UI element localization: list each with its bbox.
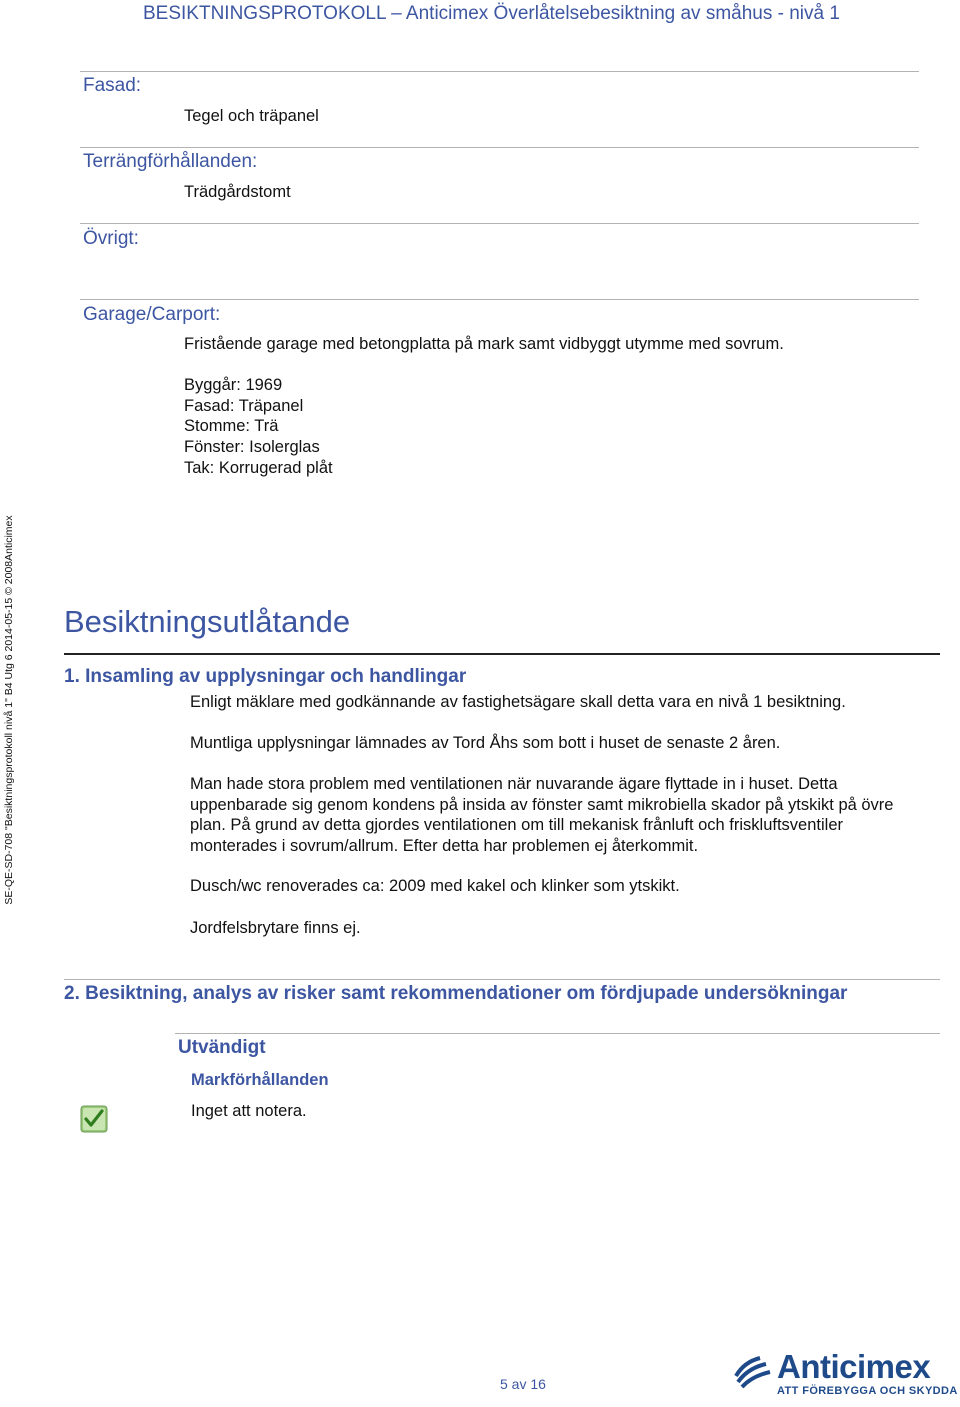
field-label-fasad: Fasad: xyxy=(83,75,142,96)
field-value-fasad: Tegel och träpanel xyxy=(184,107,319,125)
garage-detail: Tak: Korrugerad plåt xyxy=(184,459,333,477)
logo-tagline: ATT FÖREBYGGA OCH SKYDDA xyxy=(777,1385,958,1397)
divider xyxy=(80,299,919,300)
garage-detail: Stomme: Trä xyxy=(184,417,279,435)
field-value-terrang: Trädgårdstomt xyxy=(184,183,291,201)
section-title-rule xyxy=(64,653,940,655)
section1-paragraph: Enligt mäklare med godkännande av fastighetsägare skall detta vara en nivå 1 besiktning. xyxy=(190,693,846,711)
field-label-terrang: Terrängförhållanden: xyxy=(83,151,258,172)
section1-paragraph: Dusch/wc renoverades ca: 2009 med kakel och klinker som ytskikt. xyxy=(190,877,680,895)
section1-paragraph: Man hade stora problem med ventilationen när nuvarande ägare flyttade in i huset. Detta uppenbarade sig genom kondens på insida av fönster samt mikrobiella skador på ytskikt på övre plan. På grund av detta gjordes ventilationen om till mekanisk frånluft och friskluftsventiler monterades i sovrum/allrum. Efter detta har problemen ej återkommit. xyxy=(190,775,894,855)
garage-detail: Byggår: 1969 xyxy=(184,376,283,394)
divider xyxy=(175,1033,940,1034)
anticimex-logo-icon xyxy=(730,1348,774,1392)
logo-name: Anticimex xyxy=(777,1348,931,1385)
divider xyxy=(64,979,940,980)
divider xyxy=(80,71,919,72)
field-label-ovrigt: Övrigt: xyxy=(83,228,139,249)
document-header-title: BESIKTNINGSPROTOKOLL – Anticimex Överlåtelsebesiktning av småhus - nivå 1 xyxy=(143,3,840,24)
section-title: Besiktningsutlåtande xyxy=(64,604,351,639)
section1-paragraph: Muntliga upplysningar lämnades av Tord Åhs som bott i huset de senaste 2 åren. xyxy=(190,734,781,752)
document-reference-sidebar: SE-QE-SD-708 "Besiktningsprotokoll nivå 1" B4 Utg 6 2014-05-15 © 2008Anticimex xyxy=(3,515,15,905)
section2-heading: 2. Besiktning, analys av risker samt rekommendationer om fördjupade undersökningar xyxy=(64,983,848,1004)
anticimex-logo xyxy=(730,1348,958,1400)
field-value-garage: Fristående garage med betongplatta på mark samt vidbyggt utymme med sovrum. xyxy=(184,335,784,353)
divider xyxy=(80,223,919,224)
check-icon xyxy=(80,1105,108,1133)
field-label-garage: Garage/Carport: xyxy=(83,304,221,325)
garage-detail: Fasad: Träpanel xyxy=(184,397,304,415)
item-title: Markförhållanden xyxy=(191,1071,329,1089)
section1-paragraph: Jordfelsbrytare finns ej. xyxy=(190,919,361,937)
section2-subheading: Utvändigt xyxy=(178,1037,266,1058)
garage-detail: Fönster: Isolerglas xyxy=(184,438,320,456)
section1-heading: 1. Insamling av upplysningar och handlingar xyxy=(64,666,467,687)
divider xyxy=(80,147,919,148)
item-text: Inget att notera. xyxy=(191,1102,307,1120)
page-number: 5 av 16 xyxy=(500,1376,546,1392)
